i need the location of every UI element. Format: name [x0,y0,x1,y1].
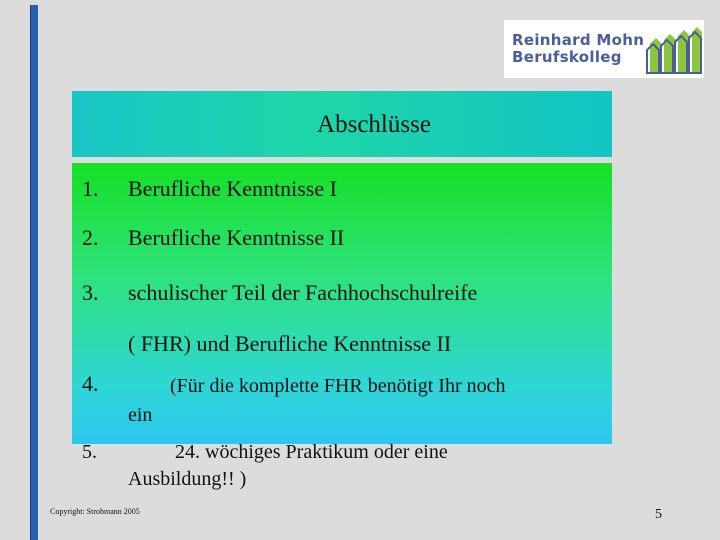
list-item-4-continuation: ein [128,404,153,426]
logo-text [512,32,644,66]
list-number-3: 3. [82,280,99,305]
copyright-notice: Copyright: Strohmann 2005 [50,507,140,516]
list-item-3: schulischer Teil der Fachhochschulreife [128,280,478,305]
logo-line-1: Reinhard Mohn [512,31,645,49]
title-band [72,91,612,157]
list-item-1: Berufliche Kenntnisse I [128,176,337,201]
slide-title: Abschlüsse [317,111,431,138]
list-item-3-continuation: ( FHR) und Berufliche Kenntnisse II [128,331,452,356]
logo-building-icon [646,26,702,74]
list-number-2: 2. [82,225,99,250]
list-item-4: (Für die komplette FHR benötigt Ihr noch [170,375,506,397]
page-number: 5 [655,507,662,522]
list-item-5-continuation: Ausbildung!! ) [128,468,247,490]
list-item-5: 24. wöchiges Praktikum oder eine [175,441,448,463]
logo-line-2: Berufskolleg [512,48,622,66]
list-number-5: 5. [82,441,97,463]
school-logo [504,20,704,78]
list-number-4: 4. [82,371,99,396]
left-accent-bar [30,5,38,540]
list-item-2: Berufliche Kenntnisse II [128,225,345,250]
list-number-1: 1. [82,176,99,201]
